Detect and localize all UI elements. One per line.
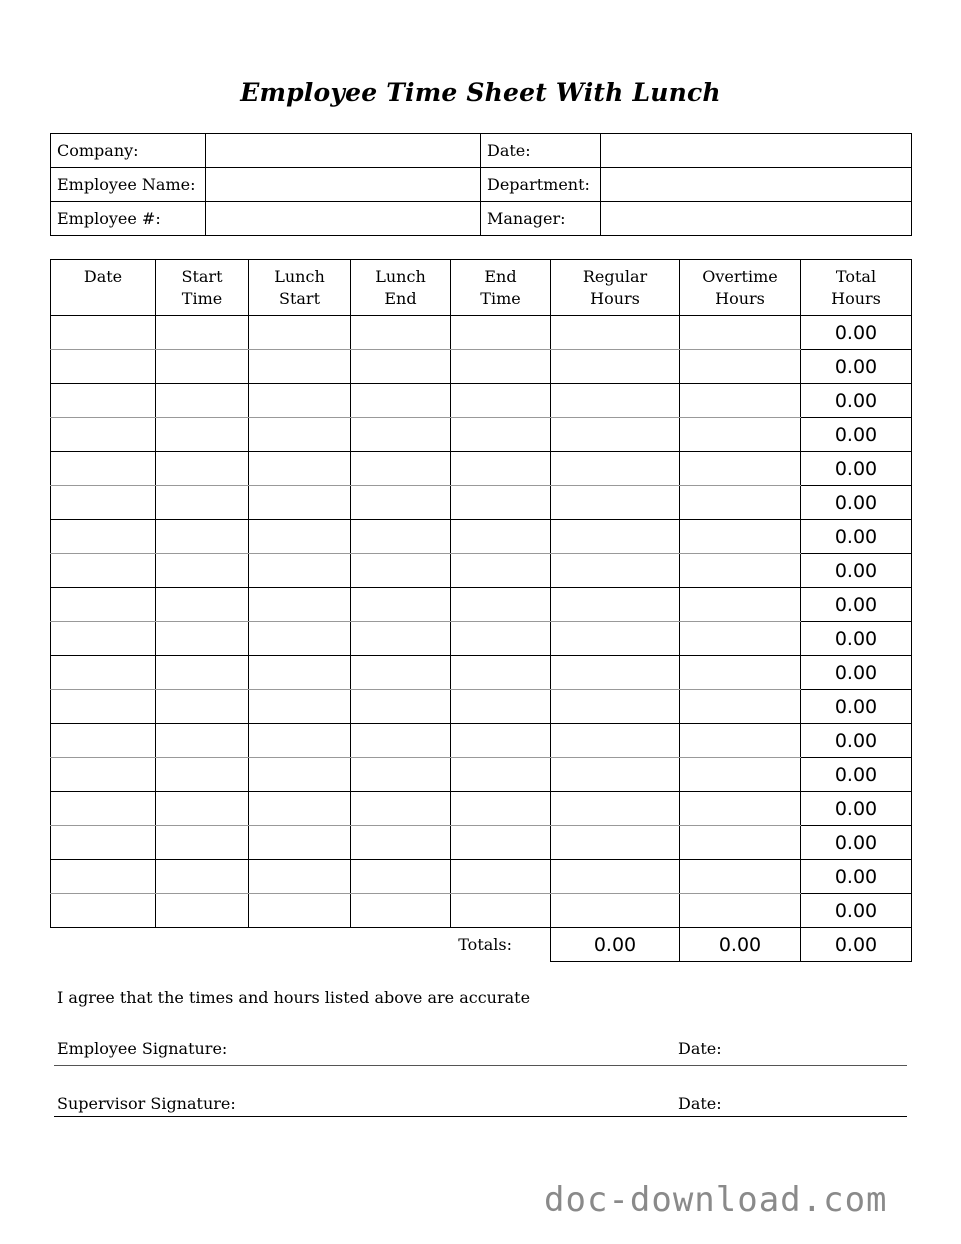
cell-regular-hours[interactable] <box>551 452 680 486</box>
cell-regular-hours[interactable] <box>551 350 680 384</box>
cell-date[interactable] <box>51 418 156 452</box>
cell-regular-hours[interactable] <box>551 894 680 928</box>
cell-end-time[interactable] <box>451 316 551 350</box>
employee-name-field[interactable] <box>206 168 481 202</box>
cell-total-hours: 0.00 <box>801 384 912 418</box>
cell-end-time[interactable] <box>451 486 551 520</box>
cell-lunch-start[interactable] <box>249 316 351 350</box>
total-overtime-hours: 0.00 <box>680 928 801 962</box>
cell-end-time[interactable] <box>451 418 551 452</box>
table-row <box>51 384 912 418</box>
cell-date[interactable] <box>51 588 156 622</box>
cell-date[interactable] <box>51 486 156 520</box>
cell-lunch-start[interactable] <box>249 588 351 622</box>
cell-overtime-hours[interactable] <box>680 418 801 452</box>
cell-start-time[interactable] <box>156 758 249 792</box>
cell-overtime-hours[interactable] <box>680 656 801 690</box>
table-row <box>51 792 912 826</box>
cell-lunch-start[interactable] <box>249 656 351 690</box>
watermark: doc-download.com <box>544 1180 888 1220</box>
column-header-date: Date <box>51 260 156 316</box>
cell-date[interactable] <box>51 860 156 894</box>
cell-total-hours: 0.00 <box>801 350 912 384</box>
cell-overtime-hours[interactable] <box>680 316 801 350</box>
cell-total-hours: 0.00 <box>801 656 912 690</box>
table-row <box>51 486 912 520</box>
cell-start-time[interactable] <box>156 656 249 690</box>
cell-start-time[interactable] <box>156 486 249 520</box>
cell-overtime-hours[interactable] <box>680 758 801 792</box>
table-row <box>51 894 912 928</box>
cell-total-hours: 0.00 <box>801 316 912 350</box>
table-row <box>51 656 912 690</box>
company-label: Company: <box>51 134 206 168</box>
cell-lunch-start[interactable] <box>249 826 351 860</box>
cell-overtime-hours[interactable] <box>680 690 801 724</box>
cell-regular-hours[interactable] <box>551 690 680 724</box>
manager-label: Manager: <box>481 202 601 236</box>
cell-regular-hours[interactable] <box>551 520 680 554</box>
cell-end-time[interactable] <box>451 894 551 928</box>
cell-lunch-end[interactable] <box>351 656 451 690</box>
cell-overtime-hours[interactable] <box>680 588 801 622</box>
cell-lunch-end[interactable] <box>351 622 451 656</box>
cell-overtime-hours[interactable] <box>680 520 801 554</box>
cell-end-time[interactable] <box>451 724 551 758</box>
cell-regular-hours[interactable] <box>551 860 680 894</box>
cell-lunch-start[interactable] <box>249 554 351 588</box>
cell-lunch-start[interactable] <box>249 486 351 520</box>
supervisor-signature-date-label: Date: <box>678 1094 722 1113</box>
cell-date[interactable] <box>51 520 156 554</box>
cell-date[interactable] <box>51 350 156 384</box>
table-row <box>51 690 912 724</box>
cell-overtime-hours[interactable] <box>680 622 801 656</box>
cell-start-time[interactable] <box>156 894 249 928</box>
department-field[interactable] <box>601 168 912 202</box>
table-row <box>51 826 912 860</box>
cell-overtime-hours[interactable] <box>680 792 801 826</box>
cell-end-time[interactable] <box>451 656 551 690</box>
cell-lunch-start[interactable] <box>249 690 351 724</box>
cell-end-time[interactable] <box>451 452 551 486</box>
column-header-regular-hours: Regular Hours <box>551 260 680 316</box>
cell-lunch-start[interactable] <box>249 792 351 826</box>
table-row <box>51 418 912 452</box>
cell-start-time[interactable] <box>156 860 249 894</box>
cell-lunch-end[interactable] <box>351 520 451 554</box>
cell-start-time[interactable] <box>156 316 249 350</box>
cell-start-time[interactable] <box>156 792 249 826</box>
cell-lunch-end[interactable] <box>351 894 451 928</box>
date-field[interactable] <box>601 134 912 168</box>
employee-info-table <box>50 133 912 236</box>
cell-start-time[interactable] <box>156 622 249 656</box>
cell-lunch-end[interactable] <box>351 690 451 724</box>
cell-start-time[interactable] <box>156 384 249 418</box>
cell-total-hours: 0.00 <box>801 860 912 894</box>
cell-end-time[interactable] <box>451 826 551 860</box>
column-header-end-time: End Time <box>451 260 551 316</box>
cell-total-hours: 0.00 <box>801 690 912 724</box>
manager-field[interactable] <box>601 202 912 236</box>
table-row <box>51 588 912 622</box>
cell-total-hours: 0.00 <box>801 588 912 622</box>
cell-lunch-start[interactable] <box>249 622 351 656</box>
cell-lunch-start[interactable] <box>249 894 351 928</box>
cell-date[interactable] <box>51 758 156 792</box>
employee-number-field[interactable] <box>206 202 481 236</box>
cell-start-time[interactable] <box>156 452 249 486</box>
cell-total-hours: 0.00 <box>801 554 912 588</box>
cell-end-time[interactable] <box>451 792 551 826</box>
totals-row <box>51 928 912 962</box>
cell-total-hours: 0.00 <box>801 486 912 520</box>
cell-date[interactable] <box>51 452 156 486</box>
cell-lunch-start[interactable] <box>249 520 351 554</box>
cell-lunch-end[interactable] <box>351 350 451 384</box>
cell-date[interactable] <box>51 554 156 588</box>
table-row <box>51 622 912 656</box>
cell-date[interactable] <box>51 316 156 350</box>
cell-lunch-start[interactable] <box>249 860 351 894</box>
agreement-statement: I agree that the times and hours listed above are accurate <box>57 988 531 1007</box>
cell-regular-hours[interactable] <box>551 486 680 520</box>
cell-regular-hours[interactable] <box>551 656 680 690</box>
cell-lunch-end[interactable] <box>351 792 451 826</box>
cell-lunch-start[interactable] <box>249 758 351 792</box>
time-sheet-table <box>50 259 912 962</box>
cell-regular-hours[interactable] <box>551 724 680 758</box>
supervisor-signature-label: Supervisor Signature: <box>57 1094 236 1113</box>
employee-signature-line[interactable] <box>54 1065 907 1066</box>
employee-signature-label: Employee Signature: <box>57 1039 228 1058</box>
cell-regular-hours[interactable] <box>551 758 680 792</box>
cell-start-time[interactable] <box>156 350 249 384</box>
cell-regular-hours[interactable] <box>551 826 680 860</box>
company-field[interactable] <box>206 134 481 168</box>
cell-overtime-hours[interactable] <box>680 894 801 928</box>
cell-start-time[interactable] <box>156 418 249 452</box>
table-row <box>51 724 912 758</box>
cell-date[interactable] <box>51 690 156 724</box>
column-header-total-hours: Total Hours <box>801 260 912 316</box>
cell-date[interactable] <box>51 894 156 928</box>
employee-name-label: Employee Name: <box>51 168 206 202</box>
supervisor-signature-line[interactable] <box>54 1116 907 1117</box>
cell-overtime-hours[interactable] <box>680 554 801 588</box>
table-row <box>51 520 912 554</box>
employee-number-label: Employee #: <box>51 202 206 236</box>
cell-overtime-hours[interactable] <box>680 860 801 894</box>
cell-lunch-end[interactable] <box>351 384 451 418</box>
cell-lunch-start[interactable] <box>249 724 351 758</box>
cell-end-time[interactable] <box>451 622 551 656</box>
table-row <box>51 350 912 384</box>
cell-lunch-start[interactable] <box>249 350 351 384</box>
cell-overtime-hours[interactable] <box>680 724 801 758</box>
cell-overtime-hours[interactable] <box>680 384 801 418</box>
cell-total-hours: 0.00 <box>801 792 912 826</box>
column-header-overtime-hours: Overtime Hours <box>680 260 801 316</box>
cell-date[interactable] <box>51 622 156 656</box>
cell-overtime-hours[interactable] <box>680 452 801 486</box>
cell-lunch-end[interactable] <box>351 758 451 792</box>
cell-lunch-end[interactable] <box>351 316 451 350</box>
cell-total-hours: 0.00 <box>801 894 912 928</box>
cell-start-time[interactable] <box>156 520 249 554</box>
table-row <box>51 554 912 588</box>
page-title: Employee Time Sheet With Lunch <box>240 78 721 107</box>
cell-total-hours: 0.00 <box>801 758 912 792</box>
cell-regular-hours[interactable] <box>551 418 680 452</box>
cell-lunch-end[interactable] <box>351 724 451 758</box>
employee-signature-date-label: Date: <box>678 1039 722 1058</box>
cell-end-time[interactable] <box>451 384 551 418</box>
grand-total-hours: 0.00 <box>801 928 912 962</box>
cell-lunch-end[interactable] <box>351 554 451 588</box>
cell-end-time[interactable] <box>451 588 551 622</box>
header-row <box>51 260 912 316</box>
cell-regular-hours[interactable] <box>551 588 680 622</box>
cell-lunch-start[interactable] <box>249 452 351 486</box>
cell-lunch-end[interactable] <box>351 826 451 860</box>
cell-date[interactable] <box>51 724 156 758</box>
cell-lunch-start[interactable] <box>249 418 351 452</box>
cell-regular-hours[interactable] <box>551 792 680 826</box>
total-regular-hours: 0.00 <box>551 928 680 962</box>
cell-overtime-hours[interactable] <box>680 350 801 384</box>
cell-start-time[interactable] <box>156 724 249 758</box>
cell-start-time[interactable] <box>156 690 249 724</box>
table-row <box>51 452 912 486</box>
cell-lunch-end[interactable] <box>351 588 451 622</box>
cell-lunch-end[interactable] <box>351 418 451 452</box>
cell-start-time[interactable] <box>156 588 249 622</box>
department-label: Department: <box>481 168 601 202</box>
cell-lunch-start[interactable] <box>249 384 351 418</box>
cell-end-time[interactable] <box>451 860 551 894</box>
cell-date[interactable] <box>51 384 156 418</box>
cell-regular-hours[interactable] <box>551 384 680 418</box>
cell-total-hours: 0.00 <box>801 826 912 860</box>
cell-overtime-hours[interactable] <box>680 486 801 520</box>
cell-lunch-end[interactable] <box>351 860 451 894</box>
cell-total-hours: 0.00 <box>801 520 912 554</box>
cell-start-time[interactable] <box>156 826 249 860</box>
cell-date[interactable] <box>51 826 156 860</box>
cell-end-time[interactable] <box>451 554 551 588</box>
cell-date[interactable] <box>51 656 156 690</box>
column-header-start-time: Start Time <box>156 260 249 316</box>
column-header-lunch-end: Lunch End <box>351 260 451 316</box>
cell-overtime-hours[interactable] <box>680 826 801 860</box>
cell-lunch-end[interactable] <box>351 486 451 520</box>
cell-end-time[interactable] <box>451 350 551 384</box>
cell-total-hours: 0.00 <box>801 622 912 656</box>
cell-regular-hours[interactable] <box>551 554 680 588</box>
date-label: Date: <box>481 134 601 168</box>
column-header-lunch-start: Lunch Start <box>249 260 351 316</box>
cell-total-hours: 0.00 <box>801 418 912 452</box>
cell-lunch-end[interactable] <box>351 452 451 486</box>
table-row <box>51 316 912 350</box>
cell-total-hours: 0.00 <box>801 452 912 486</box>
totals-label: Totals: <box>458 935 512 955</box>
cell-regular-hours[interactable] <box>551 622 680 656</box>
table-row <box>51 758 912 792</box>
table-row <box>51 860 912 894</box>
cell-total-hours: 0.00 <box>801 724 912 758</box>
cell-end-time[interactable] <box>451 690 551 724</box>
cell-regular-hours[interactable] <box>551 316 680 350</box>
cell-end-time[interactable] <box>451 520 551 554</box>
cell-end-time[interactable] <box>451 758 551 792</box>
cell-date[interactable] <box>51 792 156 826</box>
cell-start-time[interactable] <box>156 554 249 588</box>
